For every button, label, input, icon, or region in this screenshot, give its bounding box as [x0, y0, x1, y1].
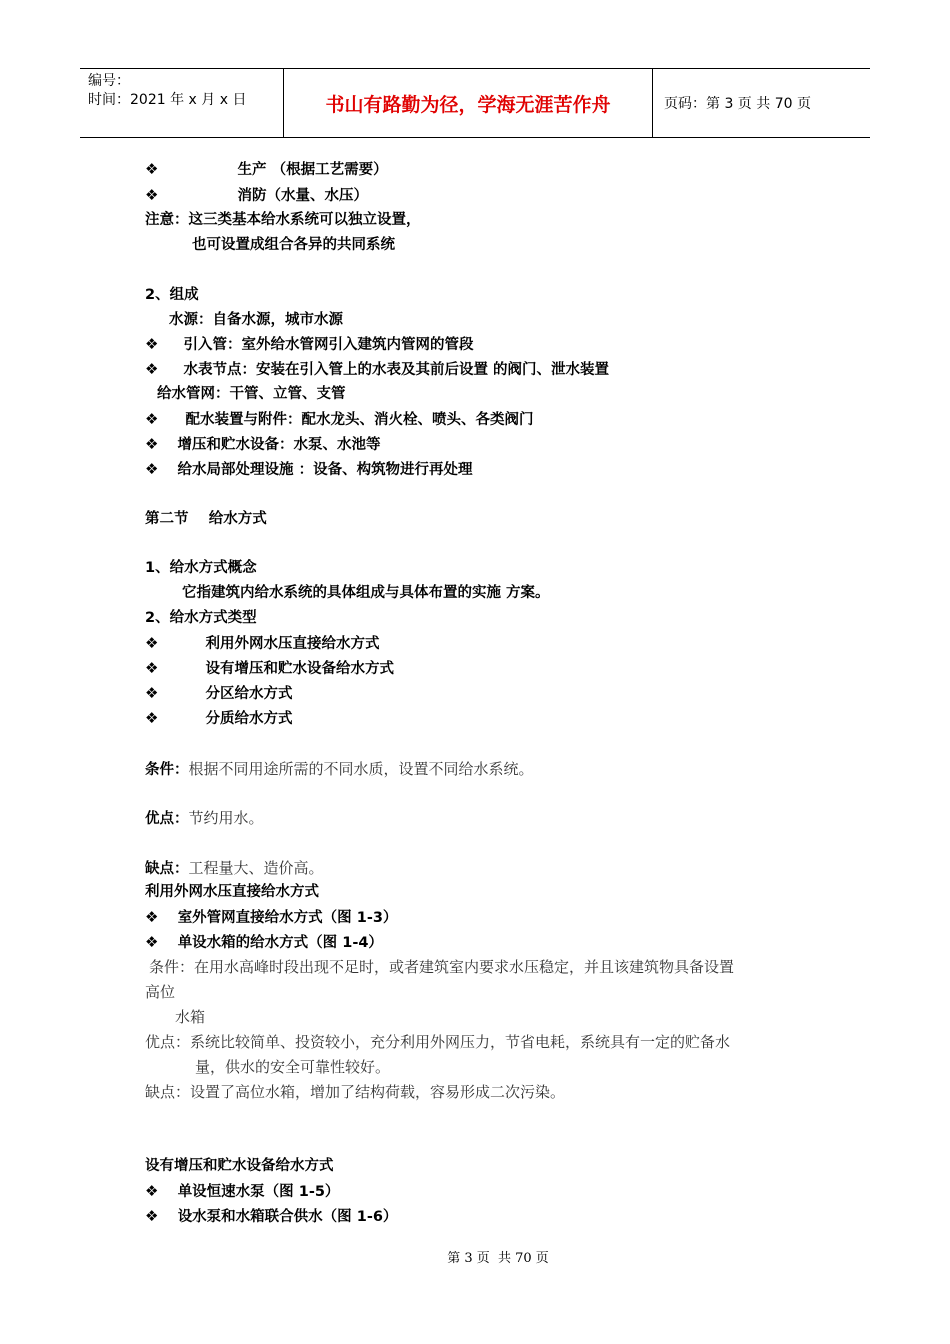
list-item: ❖ 生产 （根据工艺需要） [145, 160, 388, 178]
diamond-bullet-icon: ❖ [145, 634, 159, 652]
list-item: ❖ 消防（水量、水压） [145, 186, 369, 204]
list-item: ❖ 单设水箱的给水方式（图 1-4） [145, 933, 383, 951]
list-item: ❖ 单设恒速水泵（图 1-5） [145, 1182, 340, 1200]
diamond-bullet-icon: ❖ [145, 435, 159, 453]
document-time-label: 时间：2021 年 x 月 x 日 [88, 92, 247, 108]
diamond-bullet-icon: ❖ [145, 709, 159, 727]
advantage-line: 优点：节约用水。 [145, 809, 264, 827]
page-footer [0, 1247, 950, 1266]
diamond-bullet-icon: ❖ [145, 908, 159, 926]
diamond-bullet-icon: ❖ [145, 160, 159, 178]
section-heading: 1、给水方式概念 [145, 560, 257, 576]
diamond-bullet-icon: ❖ [145, 1182, 159, 1200]
list-item: ❖ 利用外网水压直接给水方式 [145, 634, 380, 652]
condition-line: 条件：根据不同用途所需的不同水质，设置不同给水系统。 [145, 760, 534, 778]
diamond-bullet-icon: ❖ [145, 410, 159, 428]
advantage-line: 优点：系统比较简单、投资较小，充分利用外网压力，节省电耗，系统具有一定的贮备水 [145, 1033, 731, 1051]
diamond-bullet-icon: ❖ [145, 360, 159, 378]
list-item: ❖ 给水局部处理设施 ：设备、构筑物进行再处理 [145, 460, 473, 478]
list-item: ❖ 设有增压和贮水设备给水方式 [145, 659, 395, 677]
diamond-bullet-icon: ❖ [145, 186, 159, 204]
list-item: ❖ 设水泵和水箱联合供水（图 1-6） [145, 1207, 398, 1225]
condition-line-continued: 水箱 [175, 1008, 206, 1026]
list-item: ❖ 分质给水方式 [145, 709, 293, 727]
list-item: ❖ 引入管：室外给水管网引入建筑内管网的管段 [145, 335, 474, 353]
list-item: ❖ 分区给水方式 [145, 684, 293, 702]
list-item: ❖ 增压和贮水设备：水泵、水池等 [145, 435, 381, 453]
diamond-bullet-icon: ❖ [145, 1207, 159, 1225]
document-body [145, 0, 845, 1240]
note-line: 也可设置成组合各异的共同系统 [192, 237, 395, 253]
header-page-number: 页码：第 3 页 共 70 页 [664, 96, 811, 112]
section-heading: 2、组成 [145, 287, 199, 303]
paragraph: 它指建筑内给水系统的具体组成与具体布置的实施 方案。 [182, 585, 550, 601]
list-item: ❖ 室外管网直接给水方式（图 1-3） [145, 908, 398, 926]
disadvantage-line: 缺点：工程量大、造价高。 [145, 859, 324, 877]
diamond-bullet-icon: ❖ [145, 335, 159, 353]
list-item: ❖ 水表节点：安装在引入管上的水表及其前后设置 的阀门、泄水装置 [145, 360, 610, 378]
condition-line: 条件：在用水高峰时段出现不足时，或者建筑室内要求水压稳定，并且该建筑物具备设置 [149, 958, 735, 976]
section-title: 第二节 给水方式 [145, 511, 267, 527]
diamond-bullet-icon: ❖ [145, 460, 159, 478]
diamond-bullet-icon: ❖ [145, 933, 159, 951]
header-motto: 书山有路勤为径，学海无涯苦作舟 [283, 69, 653, 137]
advantage-line-continued: 量，供水的安全可靠性较好。 [195, 1058, 391, 1076]
list-item: 给水管网：干管、立管、支管 [157, 386, 346, 402]
note-line: 注意：这三类基本给水系统可以独立设置， [145, 212, 421, 228]
diamond-bullet-icon: ❖ [145, 659, 159, 677]
section-heading: 设有增压和贮水设备给水方式 [145, 1158, 334, 1174]
diamond-bullet-icon: ❖ [145, 684, 159, 702]
condition-line-continued: 高位 [145, 983, 176, 1001]
document-number-label: 编号： [88, 73, 130, 89]
disadvantage-line: 缺点：设置了高位水箱，增加了结构荷载，容易形成二次污染。 [145, 1083, 566, 1101]
footer-page-number: 第 3 页 共 70 页 [447, 1251, 549, 1266]
section-heading: 2、给水方式类型 [145, 610, 257, 626]
list-item: ❖ 配水装置与附件：配水龙头、消火栓、喷头、各类阀门 [145, 410, 534, 428]
list-item: 水源：自备水源，城市水源 [169, 312, 343, 328]
section-heading: 利用外网水压直接给水方式 [145, 884, 319, 900]
